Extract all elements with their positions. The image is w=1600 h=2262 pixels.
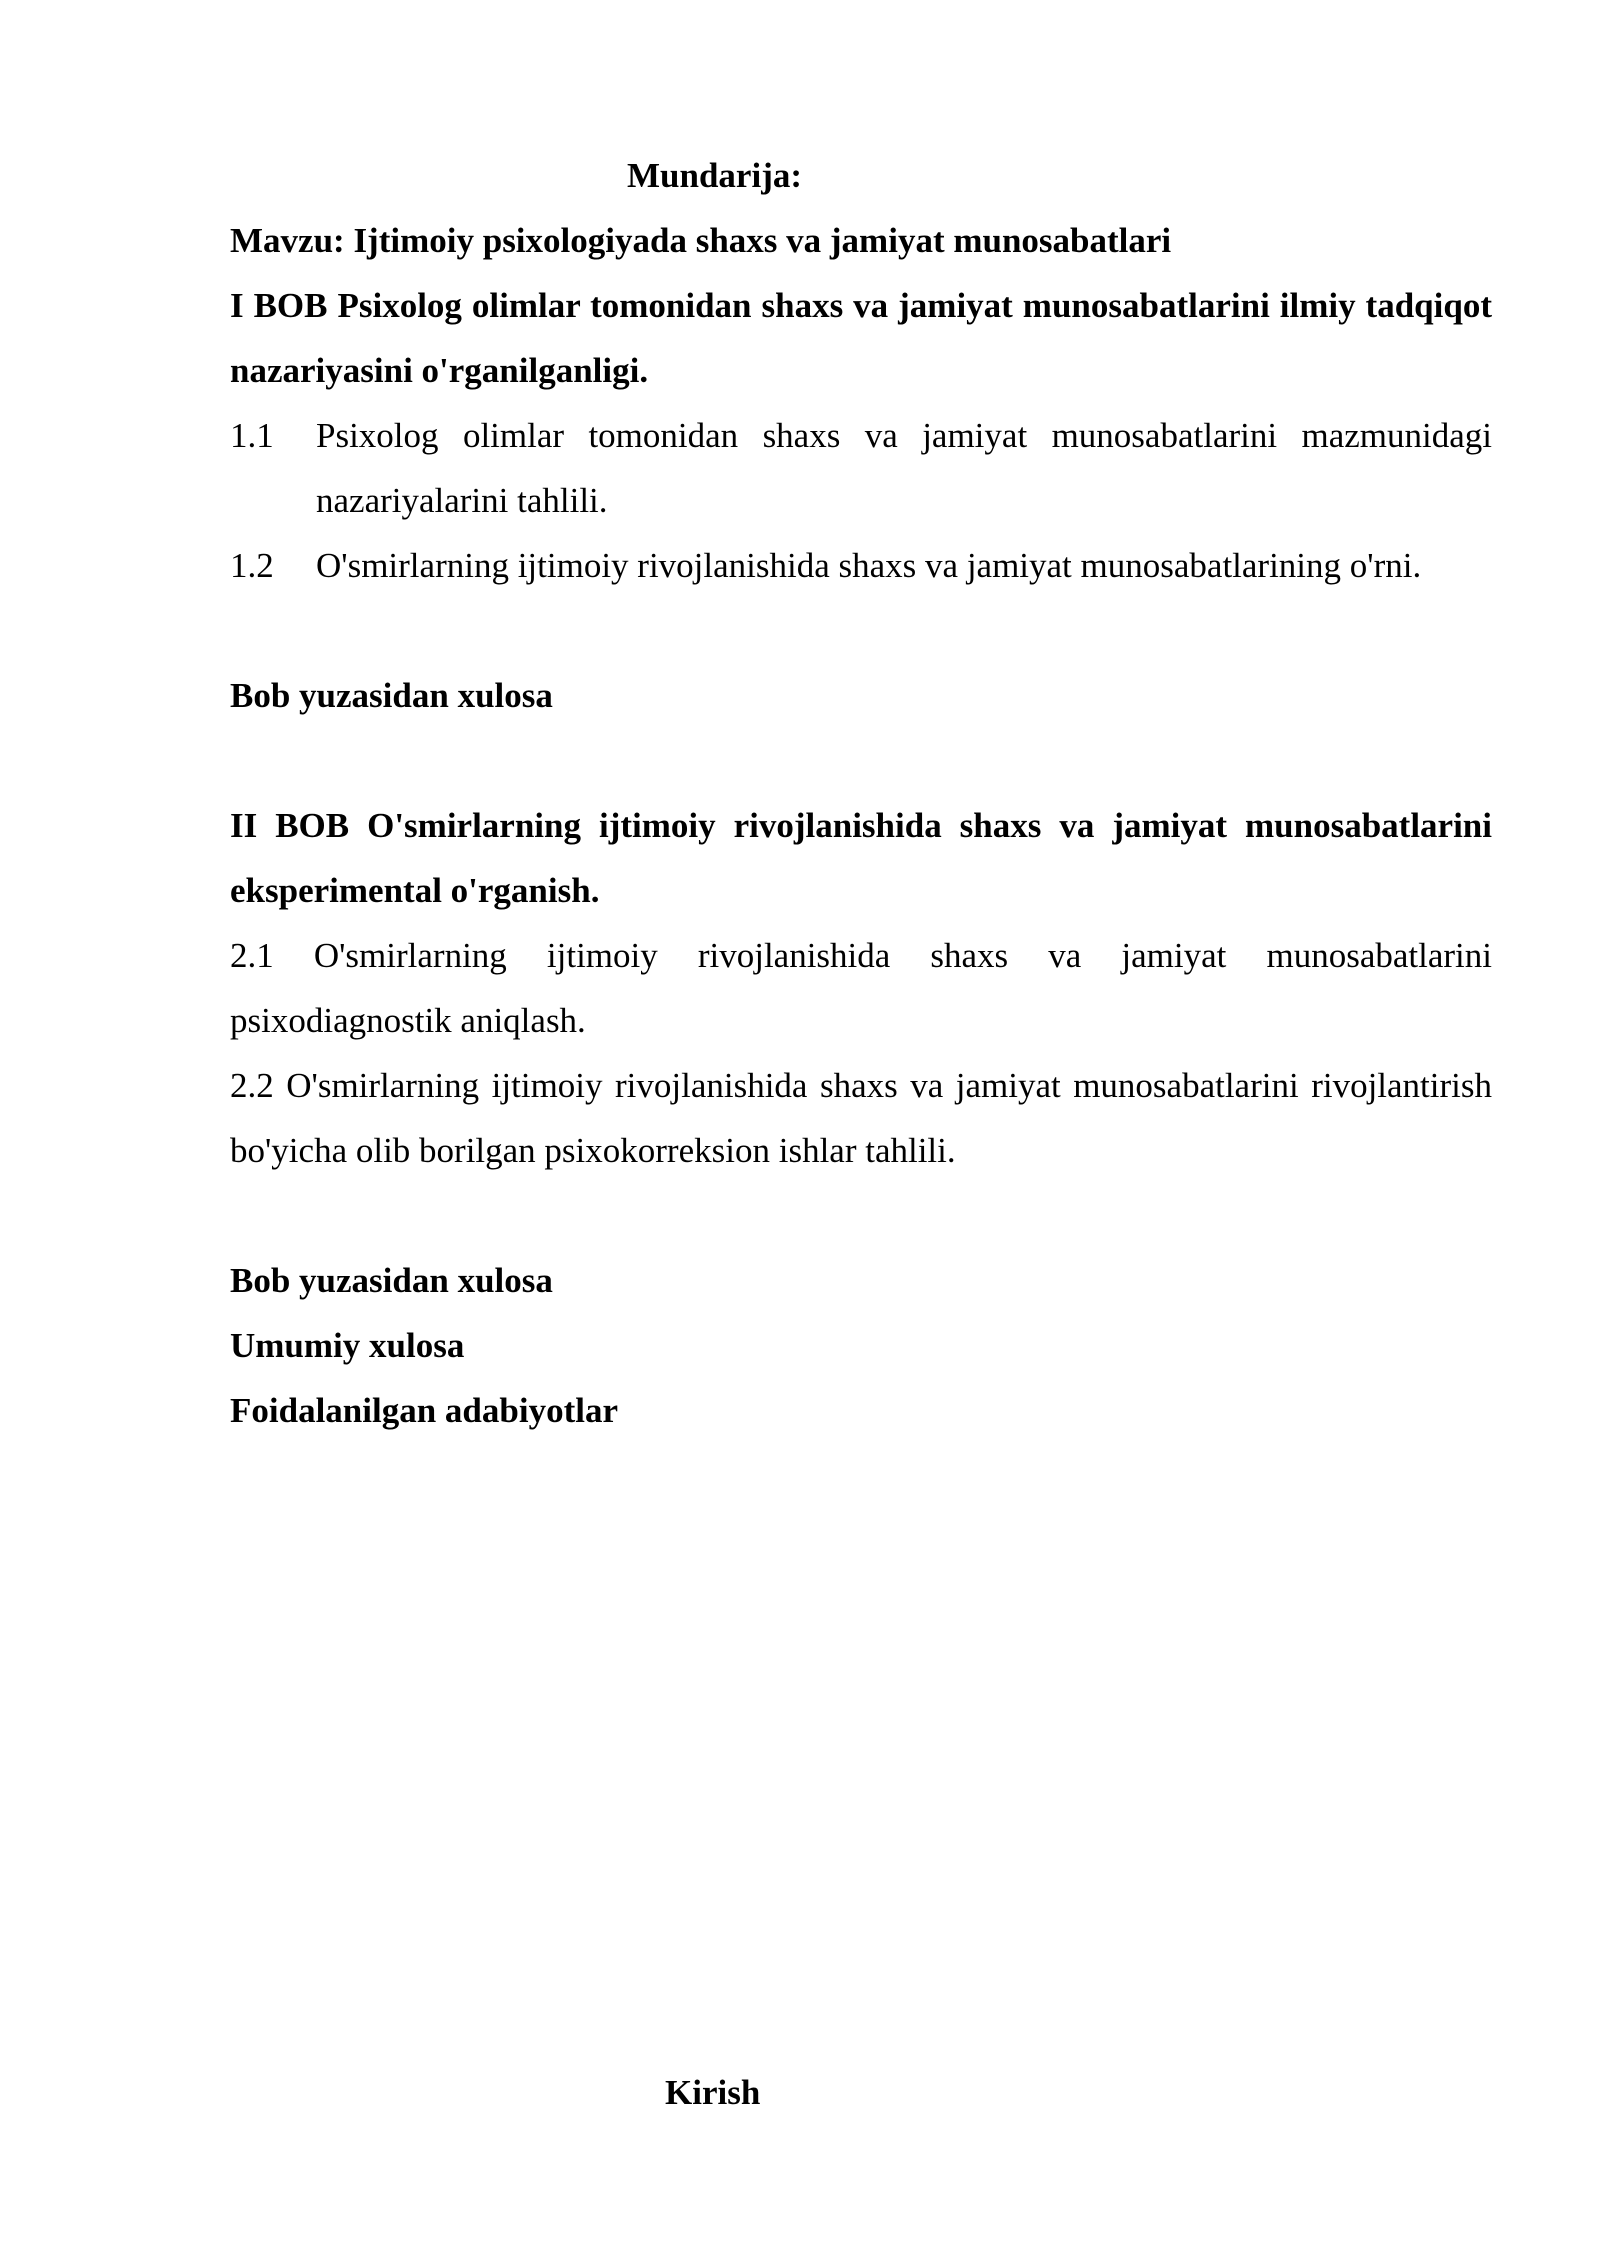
chapter1-title: I BOB Psixolog olimlar tomonidan shaxs va jamiyat munosabatlarini ilmiy tadqiqot nazariyasini o'rganilganligi. — [230, 286, 1492, 390]
chapter2-conclusion: Bob yuzasidan xulosa — [230, 1261, 553, 1300]
spacer — [230, 1183, 1492, 1248]
chapter1-conclusion: Bob yuzasidan xulosa — [230, 676, 553, 715]
toc-section-2-2: 2.2 O'smirlarning ijtimoiy rivojlanishida shaxs va jamiyat munosabatlarini rivojlantirish bo'yicha olib borilgan psixokorreksion ishlar tahlili. — [230, 1066, 1492, 1170]
section-text: Psixolog olimlar tomonidan shaxs va jamiyat munosabatlarini mazmunidagi nazariyalarini tahlili. — [316, 416, 1492, 520]
introduction-heading: Kirish — [665, 2073, 761, 2112]
table-of-contents — [230, 143, 1492, 1443]
toc-section-1-2 — [230, 533, 1492, 598]
chapter2-title: II BOB O'smirlarning ijtimoiy rivojlanishida shaxs va jamiyat munosabatlarini eksperimental o'rganish. — [230, 806, 1492, 910]
references-line: Foidalanilgan adabiyotlar — [230, 1391, 618, 1430]
topic-line: Mavzu: Ijtimoiy psixologiyada shaxs va jamiyat munosabatlari — [230, 221, 1172, 260]
section-number: 1.1 — [230, 416, 274, 455]
section-number: 1.2 — [230, 546, 274, 585]
spacer — [230, 598, 1492, 663]
toc-section-1-1 — [230, 403, 1492, 533]
spacer — [230, 728, 1492, 793]
general-conclusion: Umumiy xulosa — [230, 1326, 465, 1365]
section-text: O'smirlarning ijtimoiy rivojlanishida shaxs va jamiyat munosabatlarining o'rni. — [316, 546, 1422, 585]
toc-heading: Mundarija: — [627, 156, 802, 195]
toc-section-2-1: 2.1 O'smirlarning ijtimoiy rivojlanishida shaxs va jamiyat munosabatlarini psixodiagnostik aniqlash. — [230, 936, 1492, 1040]
